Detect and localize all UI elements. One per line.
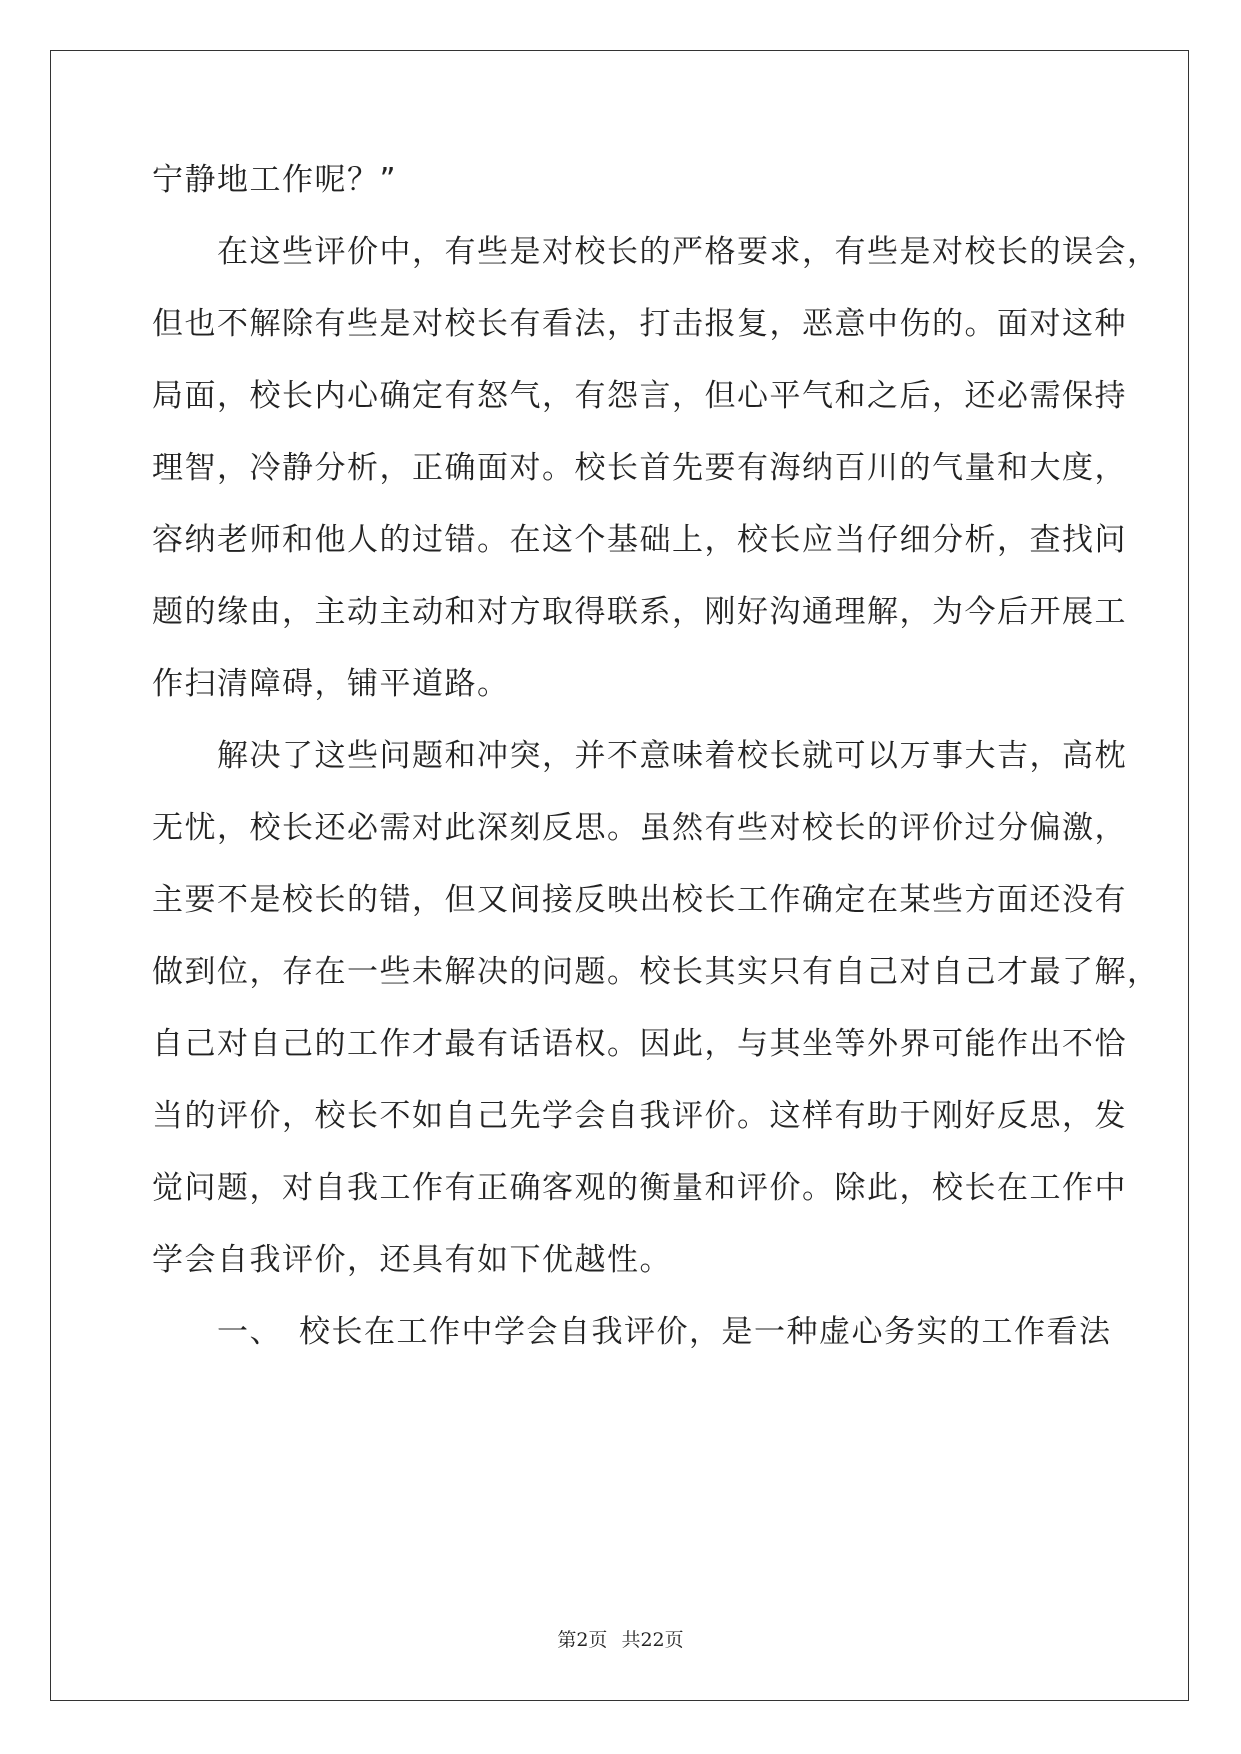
page-number: 第2页 [557,1629,608,1651]
text-line: 容纳老师和他人的过错。在这个基础上，校长应当仔细分析，查找问 [152,522,1127,558]
text-line: 做到位，存在一些未解决的问题。校长其实只有自己对自己才最了解， [152,954,1160,990]
text-line: 觉问题，对自我工作有正确客观的衡量和评价。除此，校长在工作中 [152,1170,1127,1206]
text-line: 局面，校长内心确定有怒气，有怨言，但心平气和之后，还必需保持 [152,378,1127,414]
text-line: 理智，冷静分析，正确面对。校长首先要有海纳百川的气量和大度， [152,450,1127,486]
text-line: 当的评价，校长不如自己先学会自我评价。这样有助于刚好反思，发 [152,1098,1127,1134]
text-line: 但也不解除有些是对校长有看法，打击报复，恶意中伤的。面对这种 [152,306,1127,342]
text-line: 解决了这些问题和冲突，并不意味着校长就可以万事大吉，高枕 [152,738,1127,774]
page-total: 共22页 [621,1629,684,1651]
page-footer [0,1625,1241,1652]
text-line: 无忧，校长还必需对此深刻反思。虽然有些对校长的评价过分偏激， [152,810,1127,846]
text-line: 学会自我评价，还具有如下优越性。 [152,1242,672,1278]
page-border [50,50,1189,1701]
text-line: 一、 校长在工作中学会自我评价，是一种虚心务实的工作看法 [152,1314,1112,1350]
text-line: 自己对自己的工作才最有话语权。因此，与其坐等外界可能作出不恰 [152,1026,1127,1062]
text-line: 题的缘由，主动主动和对方取得联系，刚好沟通理解，为今后开展工 [152,594,1127,630]
text-line: 在这些评价中，有些是对校长的严格要求，有些是对校长的误会， [152,234,1160,270]
text-line: 主要不是校长的错，但又间接反映出校长工作确定在某些方面还没有 [152,882,1127,918]
text-line: 宁静地工作呢？” [152,162,398,198]
text-line: 作扫清障碍，铺平道路。 [152,666,510,702]
